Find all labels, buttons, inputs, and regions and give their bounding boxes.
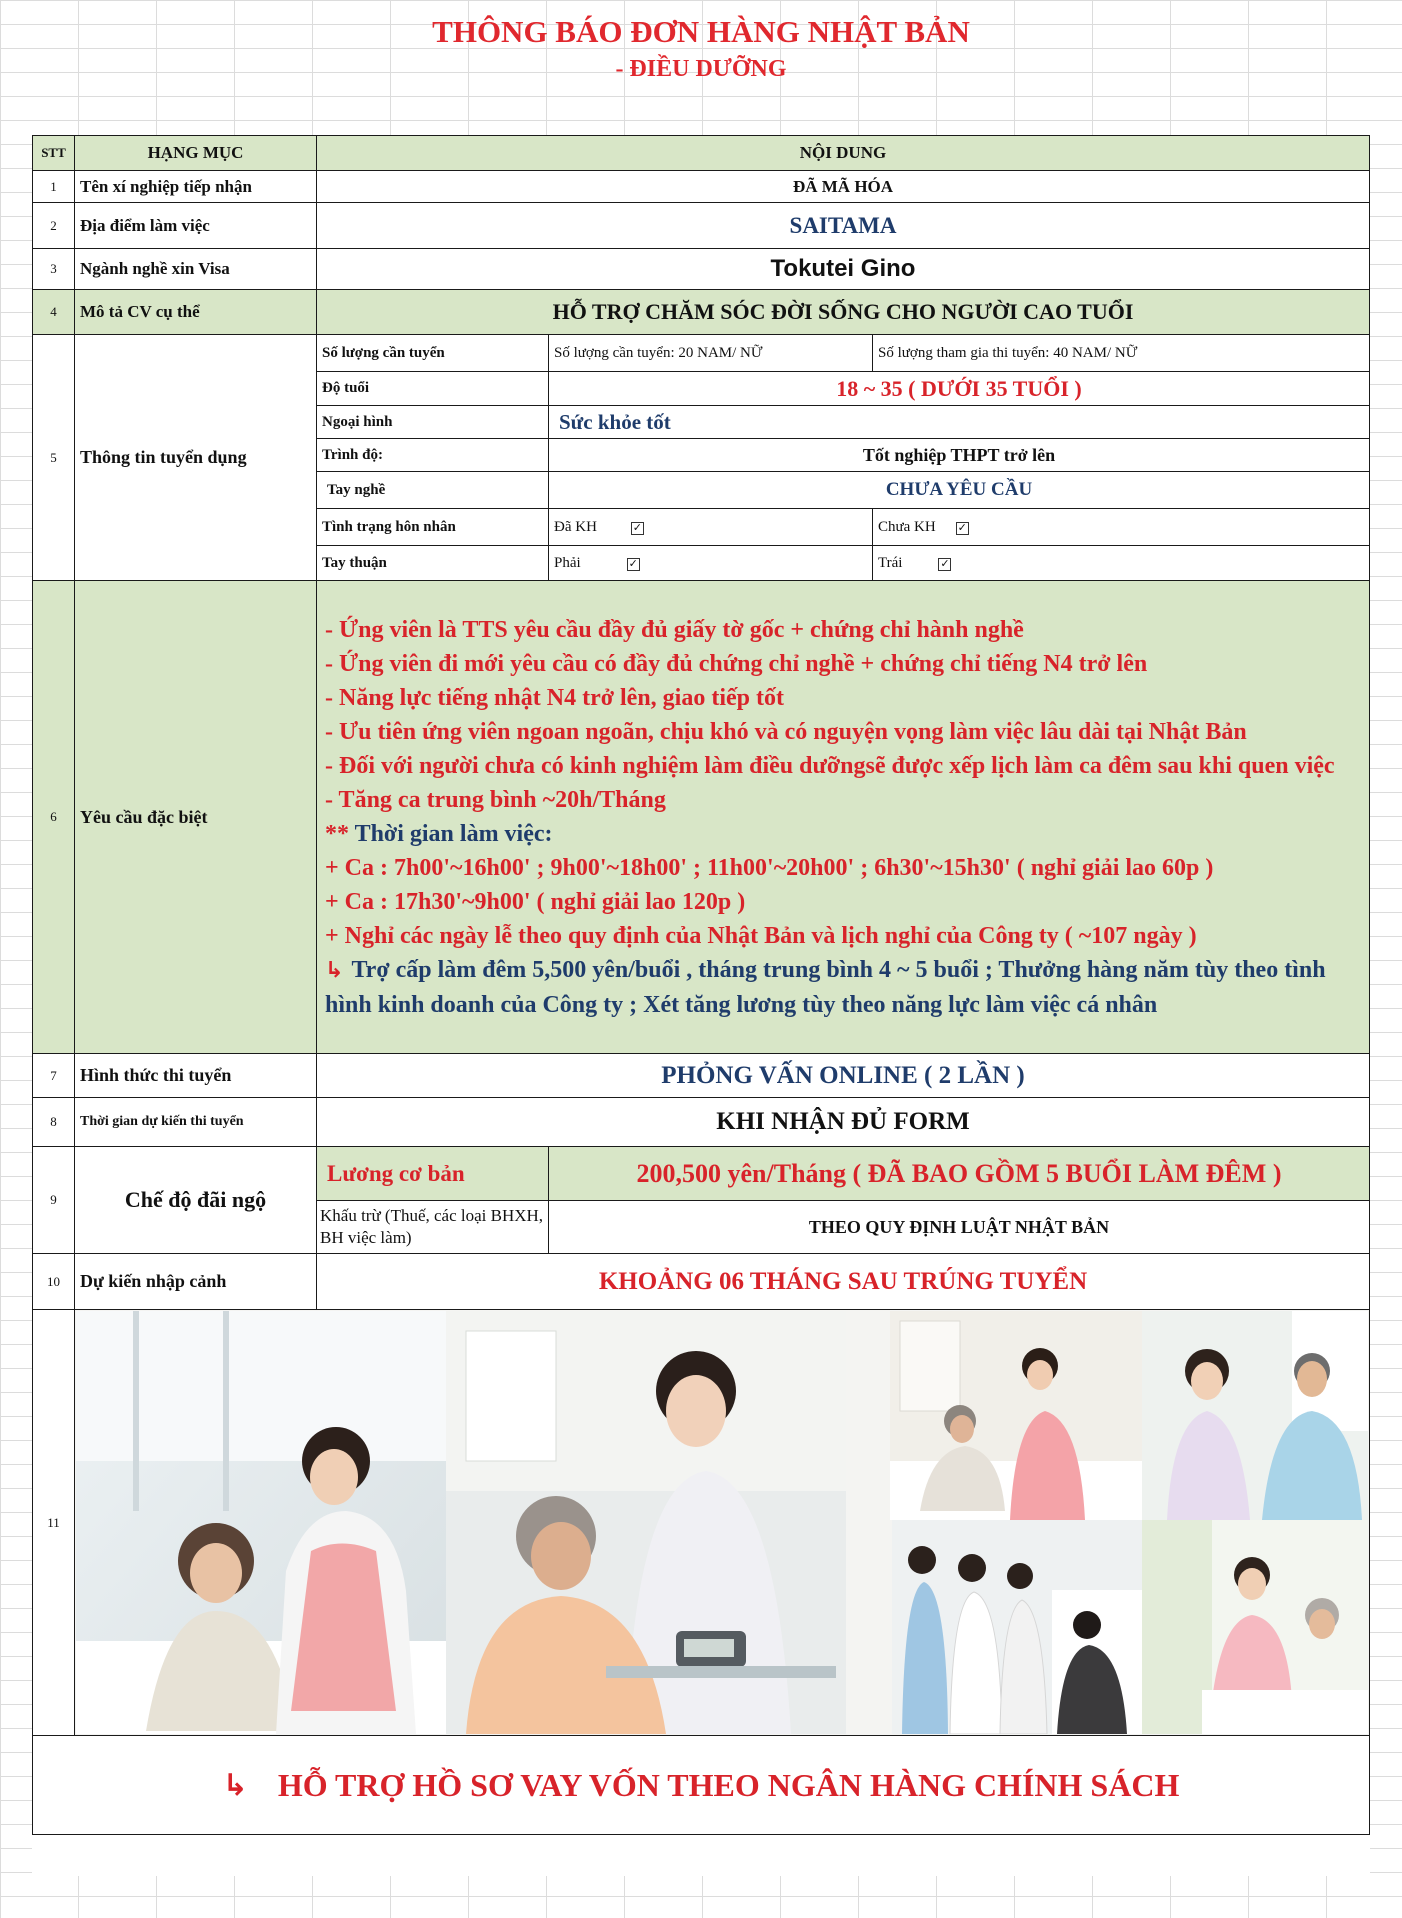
wheelchair-care-photo	[890, 1311, 1142, 1520]
row3-value: Tokutei Gino	[767, 255, 920, 283]
page-subtitle: - ĐIỀU DƯỠNG	[615, 56, 787, 82]
loan-support-text: HỖ TRỢ HỒ SƠ VAY VỐN THEO NGÂN HÀNG CHÍNH SÁCH	[277, 1766, 1180, 1803]
salary-value: 200,500 yên/Tháng ( ĐÃ BAO GỒM 5 BUỔI LÀM ĐÊM )	[548, 1146, 1370, 1201]
page-title: THÔNG BÁO ĐƠN HÀNG NHẬT BẢN	[432, 14, 970, 49]
education-value: Tốt nghiệp THPT trở lên	[548, 438, 1370, 472]
row3-stt: 3	[32, 248, 75, 290]
quantity-value: Số lượng cần tuyển: 20 NAM/ NỮ	[548, 334, 873, 372]
right-hand-checkbox[interactable]: ✓	[628, 557, 638, 570]
row8-value: KHI NHẬN ĐỦ FORM	[316, 1097, 1370, 1147]
requirement-line: - Tăng ca trung bình ~20h/Tháng	[325, 786, 666, 813]
row10-label: Dự kiến nhập cảnh	[74, 1253, 317, 1310]
row6-stt: 6	[32, 580, 75, 1054]
row7-label: Hình thức thi tuyển	[74, 1053, 317, 1098]
hooked-arrow-icon: ↳	[325, 957, 344, 983]
left-hand-label: Trái	[878, 554, 903, 571]
quantity-label: Số lượng cần tuyển	[316, 334, 549, 372]
deduction-label: Khấu trừ (Thuế, các loại BHXH, BH việc làm)	[316, 1200, 549, 1254]
single-label: Chưa KH	[878, 518, 936, 535]
working-time-star: **	[325, 820, 349, 847]
row1-label: Tên xí nghiệp tiếp nhận	[74, 170, 317, 203]
education-label: Trình độ:	[316, 438, 549, 472]
single-option	[872, 508, 1370, 546]
requirement-line: - Năng lực tiếng nhật N4 trở lên, giao tiếp tốt	[325, 684, 784, 711]
quantity-exam-value: Số lượng tham gia thi tuyển: 40 NAM/ NỮ	[872, 334, 1370, 372]
skill-value: CHƯA YÊU CẦU	[548, 471, 1370, 509]
requirement-line: - Ưu tiên ứng viên ngoan ngoãn, chịu khó và có nguyện vọng làm việc lâu dài tại Nhật Bản	[325, 718, 1247, 745]
row2-value: SAITAMA	[316, 202, 1370, 249]
row10-stt: 10	[32, 1253, 75, 1310]
caregiver-elderly-image	[76, 1311, 446, 1734]
bedside-care-photo	[1142, 1520, 1368, 1734]
header-stt: STT	[32, 135, 75, 171]
requirement-line: - Đối với người chưa có kinh nghiệm làm điều dưỡngsẽ được xếp lịch làm ca đêm sau khi quen việc	[325, 752, 1335, 779]
wheelchair-care-image	[890, 1311, 1142, 1520]
row4-label: Mô tả CV cụ thể	[74, 289, 317, 335]
married-label: Đã KH	[554, 518, 597, 535]
row2-label: Địa điểm làm việc	[74, 202, 317, 249]
single-checkbox[interactable]: ✓	[957, 521, 967, 534]
blood-pressure-image	[446, 1311, 846, 1734]
special-requirements	[316, 580, 1370, 1054]
benefit-text: Trợ cấp làm đêm 5,500 yên/buổi , tháng trung bình 4 ~ 5 buổi ; Thưởng hàng năm tùy theo tình hình kinh doanh của Công ty ; Xét tăng lương tùy theo năng lực làm việc cá nhân	[325, 956, 1326, 1018]
married-checkbox[interactable]: ✓	[632, 521, 643, 534]
working-time-label: Thời gian làm việc:	[349, 820, 553, 847]
shift-line: + Nghỉ các ngày lễ theo quy định của Nhật Bản và lịch nghỉ của Công ty ( ~107 ngày )	[325, 922, 1197, 949]
row3-value-cell	[316, 248, 1370, 290]
nurse-elderly-man-photo	[1142, 1311, 1368, 1520]
row8-label: Thời gian dự kiến thi tuyển	[74, 1097, 317, 1147]
row4-stt: 4	[32, 289, 75, 335]
row4-value: HỖ TRỢ CHĂM SÓC ĐỜI SỐNG CHO NGƯỜI CAO TUỔI	[316, 289, 1370, 335]
working-time-heading	[325, 817, 553, 851]
left-hand-option	[872, 545, 1370, 581]
hand-label: Tay thuận	[316, 545, 549, 581]
age-value: 18 ~ 35 ( DƯỚI 35 TUỔI )	[548, 371, 1370, 406]
nurse-elderly-man-image	[1142, 1311, 1368, 1520]
row3-label: Ngành nghề xin Visa	[74, 248, 317, 290]
requirement-line: - Ứng viên là TTS yêu cầu đầy đủ giấy tờ gốc + chứng chỉ hành nghề	[325, 616, 1024, 643]
appearance-label: Ngoại hình	[316, 405, 549, 439]
row1-value: ĐÃ MÃ HÓA	[316, 170, 1370, 203]
right-hand-label: Phải	[554, 554, 581, 571]
right-hand-option	[548, 545, 873, 581]
row8-stt: 8	[32, 1097, 75, 1147]
shift-line: + Ca : 7h00'~16h00' ; 9h00'~18h00' ; 11h00'~20h00' ; 6h30'~15h30' ( nghỉ giải lao 60p )	[325, 854, 1214, 881]
medical-team-photo	[892, 1520, 1142, 1734]
married-option	[548, 508, 873, 546]
row11-stt: 11	[32, 1309, 75, 1736]
row9-label: Chế độ đãi ngộ	[74, 1146, 317, 1254]
blood-pressure-photo	[446, 1311, 846, 1734]
salary-label: Lương cơ bản	[316, 1146, 549, 1201]
row1-stt: 1	[32, 170, 75, 203]
medical-team-image	[892, 1520, 1142, 1734]
header-content: NỘI DUNG	[316, 135, 1370, 171]
benefit-line	[325, 953, 1361, 1022]
hooked-arrow-icon: ↳	[222, 1767, 248, 1803]
requirement-line: - Ứng viên đi mới yêu cầu có đầy đủ chứng chỉ nghề + chứng chỉ tiếng N4 trở lên	[325, 650, 1148, 677]
skill-label: Tay nghề	[316, 471, 549, 509]
row9-stt: 9	[32, 1146, 75, 1254]
row5-label: Thông tin tuyển dụng	[74, 334, 317, 581]
bedside-care-image	[1142, 1520, 1368, 1734]
row7-value: PHỎNG VẤN ONLINE ( 2 LẦN )	[316, 1053, 1370, 1098]
row10-value: KHOẢNG 06 THÁNG SAU TRÚNG TUYỂN	[316, 1253, 1370, 1310]
appearance-value: Sức khỏe tốt	[548, 405, 1370, 439]
loan-support-banner	[32, 1735, 1370, 1835]
left-hand-checkbox[interactable]: ✓	[940, 557, 950, 570]
order-table	[32, 135, 1370, 1876]
caregiver-elderly-photo	[76, 1311, 446, 1734]
marital-label: Tình trạng hôn nhân	[316, 508, 549, 546]
row5-stt: 5	[32, 334, 75, 581]
row7-stt: 7	[32, 1053, 75, 1098]
row2-stt: 2	[32, 202, 75, 249]
row6-label: Yêu cầu đặc biệt	[74, 580, 317, 1054]
shift-line: + Ca : 17h30'~9h00' ( nghỉ giải lao 120p )	[325, 888, 746, 915]
age-label: Độ tuổi	[316, 371, 549, 406]
deduction-value: THEO QUY ĐỊNH LUẬT NHẬT BẢN	[548, 1200, 1370, 1254]
header-category: HẠNG MỤC	[74, 135, 317, 171]
